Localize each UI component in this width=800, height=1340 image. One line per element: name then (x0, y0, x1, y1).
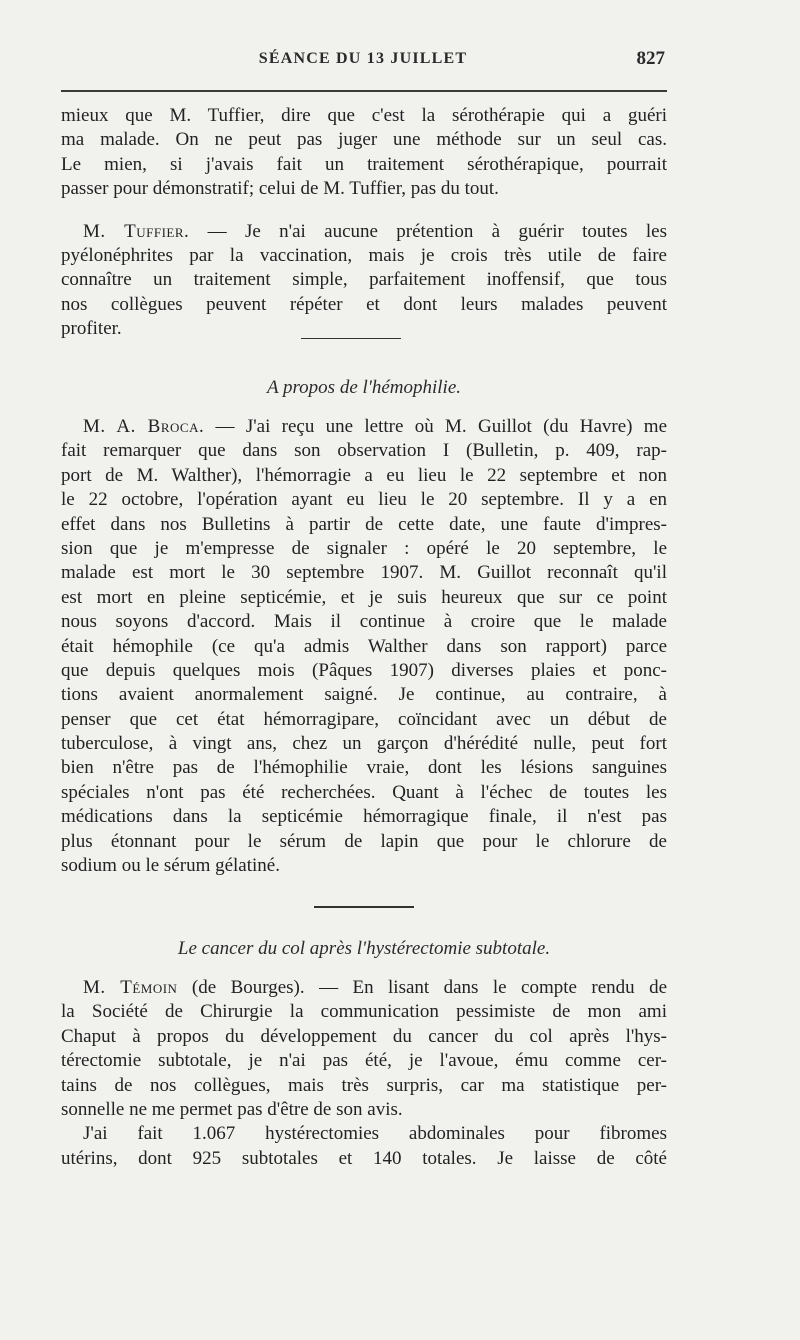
text-line: est mort en pleine septicémie, et je suis heureux que sur ce point (61, 586, 667, 608)
paragraph-3 (61, 415, 667, 878)
text-line: connaître un traitement simple, parfaitement inoffensif, que tous (61, 269, 667, 291)
text-line: profiter. (61, 318, 122, 340)
text-line: effet dans nos Bulletins à partir de cette date, une faute d'impres- (61, 513, 667, 535)
text-line: M. Tuffier. — Je n'ai aucune prétention à guérir toutes les (83, 220, 667, 242)
text-line: M. A. Broca. — J'ai reçu une lettre où M. Guillot (du Havre) me (83, 416, 667, 438)
paragraph-5 (61, 1122, 667, 1171)
paragraph-2 (61, 220, 667, 342)
text-line: sodium ou le sérum gélatiné. (61, 855, 280, 877)
text-line: sonnelle ne me permet pas d'être de son avis. (61, 1098, 403, 1120)
text-line: nous soyons d'accord. Mais il continue à croire que le malade (61, 611, 667, 633)
text-line: fait remarquer que dans son observation I (Bulletin, p. 409, rap- (61, 440, 667, 462)
section-heading: A propos de l'hémophilie. (266, 377, 462, 399)
text-line: spéciales n'ont pas été recherchées. Quant à l'échec de toutes les (61, 781, 667, 803)
text-line: ma malade. On ne peut pas juger une méthode sur un seul cas. (61, 129, 667, 151)
text-line: pyélonéphrites par la vaccination, mais je crois très utile de faire (61, 244, 667, 266)
text-line: médications dans la septicémie hémorragique finale, il n'est pas (61, 806, 667, 828)
text-line: que depuis quelques mois (Pâques 1907) diverses plaies et ponc- (61, 659, 667, 681)
text-line: tuberculose, à vingt ans, chez un garçon d'hérédité nulle, peut fort (61, 733, 667, 755)
page-number: 827 (636, 48, 665, 69)
text-line: était hémophile (ce qu'a admis Walther dans son rapport) parce (61, 635, 667, 657)
speaker-name: M. Tuffier. (83, 220, 190, 242)
text-line: térectomie subtotale, je n'ai pas été, je l'avoue, ému comme cer- (61, 1050, 667, 1072)
text-line: Le mien, si j'avais fait un traitement sérothérapique, pourrait (61, 153, 667, 175)
text-line: utérins, dont 925 subtotales et 140 totales. Je laisse de côté (61, 1147, 667, 1169)
text-line: penser que cet état hémorragipare, coïncidant avec un début de (61, 708, 667, 730)
text-line: le 22 octobre, l'opération ayant eu lieu le 20 septembre. Il y a en (61, 489, 667, 511)
text-line: J'ai fait 1.067 hystérectomies abdominales pour fibromes (83, 1123, 667, 1145)
text-line: passer pour démonstratif; celui de M. Tuffier, pas du tout. (61, 178, 499, 200)
text-line: M. Témoin (de Bourges). — En lisant dans le compte rendu de (83, 976, 667, 998)
text-line: malade est mort le 30 septembre 1907. M. Guillot reconnaît qu'il (61, 562, 667, 584)
text-line: la Société de Chirurgie la communication pessimiste de mon ami (61, 1001, 667, 1023)
running-header (61, 50, 665, 76)
section-heading: Le cancer du col après l'hystérectomie subtotale. (177, 937, 551, 959)
header-rule (61, 90, 667, 92)
header-title: SÉANCE DU 13 JUILLET (258, 50, 468, 67)
text-line: nos collègues peuvent répéter et dont leurs malades peuvent (61, 293, 667, 315)
body-text (61, 104, 667, 1171)
speaker-name: M. Témoin (83, 976, 178, 998)
speaker-name: M. A. Broca. (83, 416, 205, 438)
text-line: tains de nos collègues, mais très surpris, car ma statistique per- (61, 1074, 667, 1096)
text-line: bien n'être pas de l'hémophilie vraie, dont les lésions sanguines (61, 757, 667, 779)
text-line: port de M. Walther), l'hémorragie a eu lieu le 22 septembre et non (61, 464, 667, 486)
paragraph-1 (61, 104, 667, 202)
text-line: Chaput à propos du développement du cancer du col après l'hys- (61, 1025, 667, 1047)
paragraph-4 (61, 976, 667, 1122)
text-line: tions avaient anormalement saigné. Je continue, au contraire, à (61, 684, 667, 706)
text-line: mieux que M. Tuffier, dire que c'est la sérothérapie qui a guéri (61, 105, 667, 126)
text-line: plus étonnant pour le sérum de lapin que pour le chlorure de (61, 830, 667, 852)
text-line: sion que je m'empresse de signaler : opéré le 20 septembre, le (61, 537, 667, 559)
